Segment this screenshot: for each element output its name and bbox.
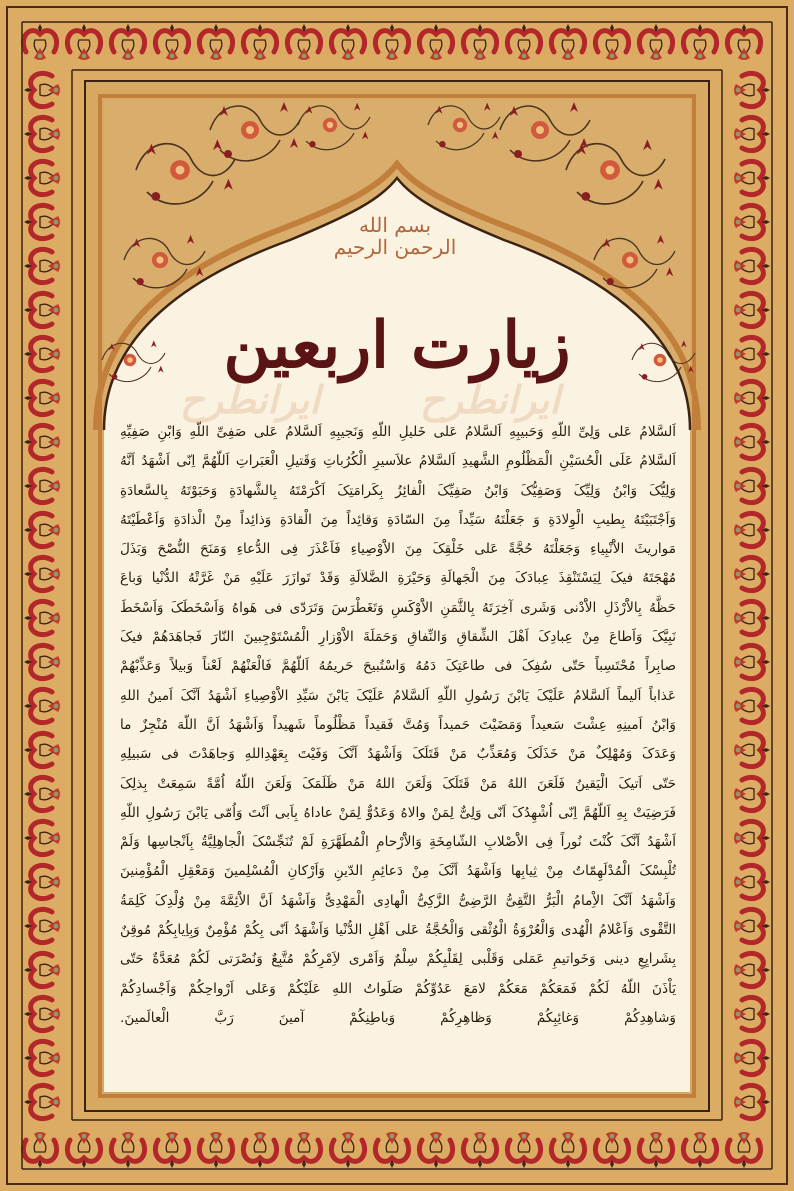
floral-vine: [210, 102, 300, 161]
watermark-left: ایرانطرح: [180, 378, 320, 422]
final-word: وَباطِنِکُمْ: [349, 1009, 396, 1026]
text-line: وَلِیُّکَ وَابْنُ وَلِیِّکَ وَصَفِیُّکَ وَابْنُ صَفِیِّکَ الْفائِزُ بِکَرامَتِکَ اَکْرَمْتَهُ بِالشَّهادَةِ وَحَبَوْتَهُ بِالسَّعادَةِ: [120, 482, 676, 499]
floral-vine: [136, 139, 235, 204]
final-word: آمینَ: [278, 1009, 305, 1026]
text-line: وَاَشْهَدُ اَنَّکَ الاِْمامُ الْبَرُّ التَّقِیُّ الرَّضِیُّ الزَّکِیُّ الْهادِی الْمَهْدِیُّ وَاَشْهَدُ اَنَّ الاَْئِمَّةَ مِنْ وُلْدِکَ کَلِمَةُ: [120, 892, 676, 909]
ziyarat-text: [120, 418, 676, 1033]
final-word: رَبَّ: [214, 1009, 234, 1026]
text-line: تُلْبِسْکَ الْمُدْلَهِمّاتُ مِنْ ثِیابِها وَاَشْهَدُ اَنَّکَ مِنْ دَعائِمِ الدّینِ وَاَرْکانِ الْمُسْلِمینَ وَمَعْقِلِ الْمُؤْمِنینَ: [120, 863, 676, 880]
floral-vine: [124, 235, 205, 288]
text-line: وَاَجْتَبَیْتَهُ بِطیبِ الْوِلادَةِ وَ جَعَلْتَهُ سَیِّداً مِنَ السّادَةِ وَقائِداً مِنَ الْقادَةِ وَذائِداً مِنْ الْذادَةِ وَاَعْطَیْتَهُ: [120, 511, 676, 528]
floral-vine: [594, 235, 675, 288]
text-line: وَعَدَکَ وَمُهْلِکٌ مَنْ خَذَلَکَ وَمُعَذِّبٌ مَنْ قَتَلَکَ وَاَشْهَدُ اَنَّکَ وَفَیْتَ بِعَهْدِاللهِ وَجاهَدْتَ فی سَبیلِهِ: [120, 746, 676, 763]
text-line: حَظَّهُ بِالاَْرْذَلِ الاَْدْنی وَشَری آخِرَتَهُ بِالثَّمَنِ الاَْوْکَسِ وَتَغَطْرَسَ وَتَرَدّی فی هَواهُ وَاَسْخَطَکَ وَاَسْخَطَ: [120, 599, 676, 616]
final-word: الْعالَمینَ.: [120, 1009, 170, 1026]
floral-vine: [298, 103, 370, 150]
text-line: نَبِیَّکَ وَاَطاعَ مِنْ عِبادِکَ اَهْلَ الشِّقاقِ وَالنِّفاقِ وَحَمَلَةَ الاَْوْزارِ الْمُسْتَوْجِبینَ النّارَ فَجاهَدَهُمْ فیکَ: [120, 629, 676, 646]
floral-vine: [428, 103, 500, 150]
floral-vine: [566, 139, 665, 204]
text-line: حَتّی اَتیکَ الْیَقینُ فَلَعَنَ اللهُ مَنْ قَتَلَکَ وَلَعَنَ اللهُ مَنْ ظَلَمَکَ وَلَعَنَ اللّهُ اُمَّةً سَمِعَتْ بِذلِکَ: [120, 775, 676, 792]
text-line: مَواریثَ الاَْنْبِیاءِ وَجَعَلْتَهُ حُجَّةً عَلی خَلْقِکَ مِنَ الاَْوْصِیاءِ فَاَعْذَرَ فِی الدُّعاءِ وَمَنَحَ النُّصْحَ وَبَذَلَ: [120, 541, 676, 558]
basmala-calligraphy: بسم الله الرحمن الرحیم: [333, 213, 457, 259]
text-line: اَشْهَدُ اَنَّکَ کُنْتَ نُوراً فِی الاَْصْلابِ الشّامِخَةِ وَالاَْرْحامِ الْمُطَهَّرَةِ لَمْ تُنَجِّسْکَ الْجاهِلِیَّةُ بِاَنْجاسِها وَلَمْ: [120, 834, 676, 851]
text-line: صابِراً مُحْتَسِباً حَتّی سُفِکَ فی طاعَتِکَ دَمُهُ وَاسْتُبیحَ حَریمُهُ اَللّهُمَّ فَالْعَنْهُمْ لَعْناً وَبیلاً وَعَذِّبْهُمْ: [120, 658, 676, 675]
text-line: وَابْنُ اَمینِهِ عِشْتَ سَعیداً وَمَضَیْتَ حَمیداً وَمُتَّ فَقیداً مَظْلُوماً شَهیداً وَاَشْهَدُ اَنَّ اللّهَ مُنْجِزٌ ما: [120, 716, 676, 733]
text-line: عَذاباً اَلیماً اَلسَّلامُ عَلَیْکَ یَابْنَ رَسُولِ اللّهِ اَلسَّلامُ عَلَیْکَ یَابْنَ سَیِّدِ الاَْوْصِیاءِ اَشْهَدُ اَنَّکَ اَمینُ اللهِ: [120, 687, 676, 704]
text-line: مُهْجَتَهُ فیکَ لِیَسْتَنْقِذَ عِبادَکَ مِنَ الْجَهالَةِ وَحَیْرَةِ الضَّلالَةِ وَقَدْ تَوازَرَ عَلَیْهِ مَنْ غَرَّتْهُ الدُّنْیا وَباعَ: [120, 570, 676, 587]
final-word: وَغائِبِکُمْ: [536, 1009, 580, 1026]
watermark-right: ایرانطرح: [420, 378, 560, 422]
text-line-final: [120, 1004, 676, 1033]
text-line: بِشَرایِعِ دینی وَخَواتیمِ عَمَلی وَقَلْبی لِقَلْبِکُمْ سِلْمٌ وَاَمْری لاَِمْرِکُمْ مُتَّبِعٌ وَنُصْرَتی لَکُمْ مُعَدَّةٌ حَتّی: [120, 951, 676, 968]
text-line: اَلسَّلامُ عَلی وَلِیِّ اللّهِ وَحَبیبِهِ اَلسَّلامُ عَلی خَلیلِ اللّهِ وَنَجیبِهِ اَلسَّلامُ عَلی صَفِیِّ اللّهِ وَابْنِ صَفِیِّهِ: [120, 424, 676, 440]
final-word: وَظاهِرِکُمْ: [440, 1009, 492, 1026]
text-line: التَّقْوی وَاَعْلامُ الْهُدی وَالْعُرْوَةُ الْوُثْقی وَالْحُجَّةُ عَلی اَهْلِ الدُّنْیا وَاَشْهَدُ اَنّی بِکُمْ مُؤْمِنٌ وَبِاِیابِکُمْ مُوقِنٌ: [120, 922, 676, 939]
final-word: وَشاهِدِکُمْ: [624, 1009, 676, 1026]
text-line: فَرَضِیَتْ بِهِ اَللّهُمَّ اِنّی اُشْهِدُکَ اَنّی وَلِیٌّ لِمَنْ والاهُ وَعَدُوٌّ لِمَنْ عاداهُ بِاَبی اَنْتَ وَاُمّی یَابْنَ رَسُولِ اللّهِ: [120, 804, 676, 821]
text-line: اَلسَّلامُ عَلَی الْحُسَیْنِ الْمَظْلُومِ الشَّهیدِ اَلسَّلامُ علاَسیرِ الْکُرُباتِ وَقَتیلِ الْعَبَراتِ اَللّهُمَّ اِنّی اَشْهَدُ اَنَّهُ: [120, 453, 676, 470]
page-title: زیارت اربعین: [223, 307, 571, 383]
text-line: یَاْذَنَ اللّهُ لَکُمْ فَمَعَکُمْ مَعَکُمْ لامَعَ عَدُوِّکُمْ صَلَواتُ اللهِ عَلَیْکُمْ وَعَلی اَرْواحِکُمْ وَاَجْسادِکُمْ: [120, 980, 676, 997]
